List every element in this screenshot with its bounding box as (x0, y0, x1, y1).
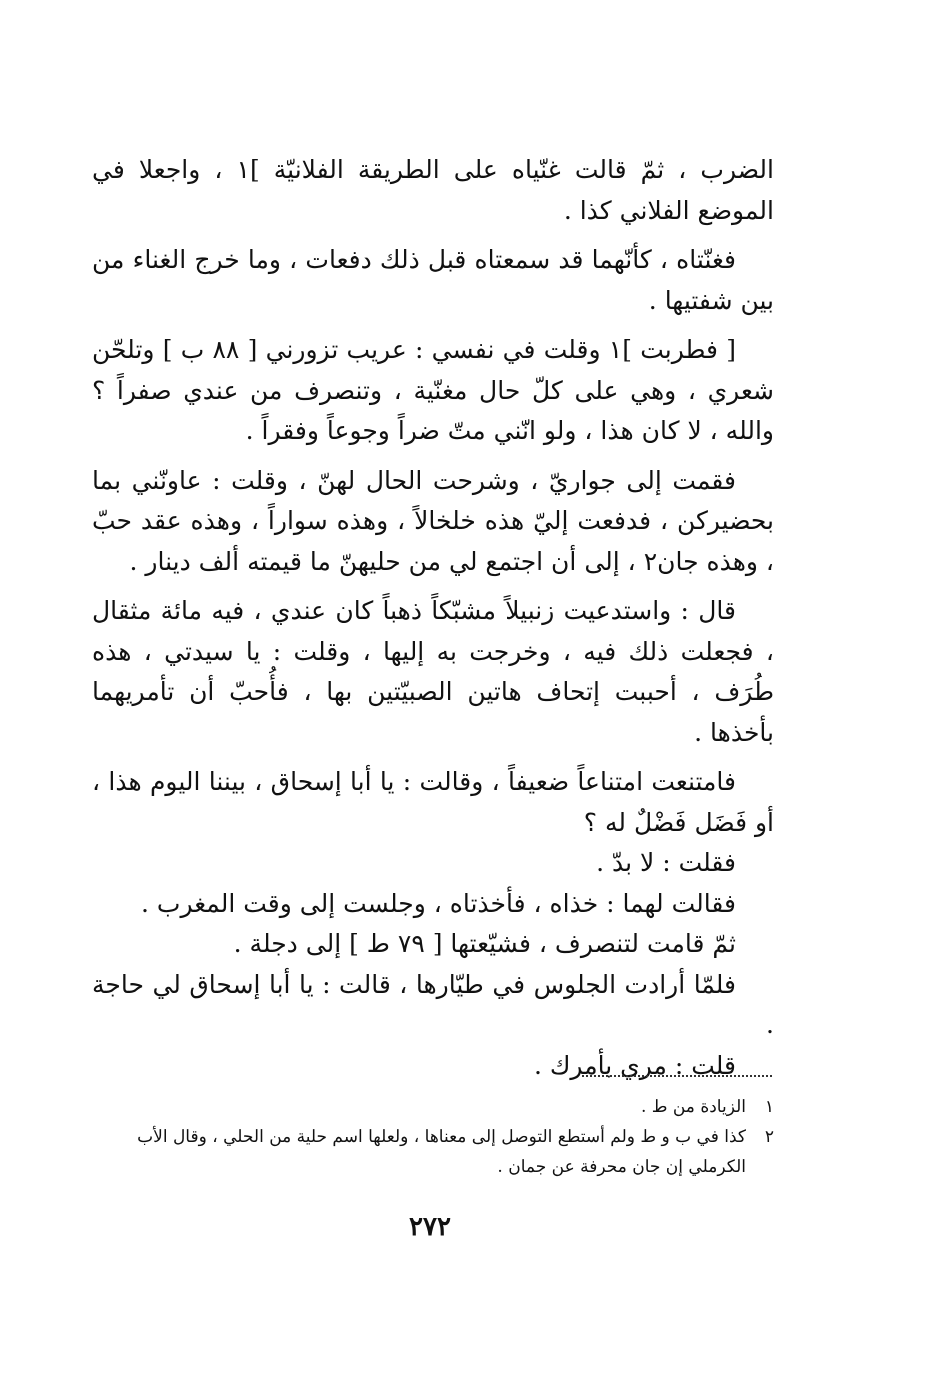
footnote-separator (582, 1075, 772, 1077)
main-text (92, 150, 774, 1086)
paragraph: الضرب ، ثمّ قالت غنّياه على الطريقة الفلانيّة ]١ ، واجعلا في الموضع الفلاني كذا . (92, 155, 774, 225)
footnote-number: ٢ (764, 1127, 774, 1147)
paragraph: ثمّ قامت لتنصرف ، فشيّعتها [ ٧٩ ط ] إلى دجلة . (233, 929, 736, 958)
footnotes (92, 1092, 774, 1182)
footnote-text: كذا في ب و ط ولم أستطع التوصل إلى معناها ، ولعلها اسم حلية من الحلي ، وقال الأب (137, 1127, 746, 1147)
footnote-continuation: الكرملي إن جان محرفة عن جمان . (497, 1157, 746, 1177)
paragraph: فلمّا أرادت الجلوس في طيّارها ، قالت : يا أبا إسحاق لي حاجة . (92, 969, 774, 1039)
footnote (92, 1092, 774, 1122)
paragraph: فقلت : لا بدّ . (596, 848, 736, 877)
footnote-text: الزيادة من ط . (640, 1097, 746, 1117)
paragraph: قال : واستدعيت زنبيلاً مشبّكاً ذهباً كان عندي ، فيه مائة مثقال ، فجعلت ذلك فيه ، وخرجت به إليها ، وقلت : يا سيدتي ، هذه طُرَف ، أحببت إتحاف هاتين الصبيّتين بها ، فأُحبّ أن تأمريهما بأخذها . (92, 596, 774, 747)
paragraph: فغنّتاه ، كأنّهما قد سمعتاه قبل ذلك دفعات ، وما خرج الغناء من بين شفتيها . (92, 245, 774, 315)
footnote (92, 1122, 774, 1152)
footnote-number: ١ (764, 1097, 774, 1117)
paragraph: [ فطربت ]١ وقلت في نفسي : عريب تزورني [ ٨٨ ب ] وتلحّن شعري ، وهي على كلّ حال مغنّية ، وتنصرف من عندي صفراً ؟ والله ، لا كان هذا ، ولو انّني متّ ضراً وجوعاً وفقراً . (92, 335, 774, 445)
paragraph: قلت : مري بأمرك . (533, 1050, 736, 1080)
paragraph: فقمت إلى جواريّ ، وشرحت الحال لهنّ ، وقلت : عاونّني بما بحضيركن ، فدفعت إليّ هذه خلخالاً ، وهذه سواراً ، وهذه عقد حبّ ، وهذه جان٢ ، إلى أن اجتمع لي من حليهنّ ما قيمته ألف دينار . (92, 465, 774, 576)
page-number: ٢٧٢ (409, 1212, 451, 1242)
paragraph: فقالت لهما : خذاه ، فأخذتاه ، وجلست إلى وقت المغرب . (141, 888, 736, 918)
paragraph: فامتنعت امتناعاً ضعيفاً ، وقالت : يا أبا إسحاق ، بيننا اليوم هذا ، أو فَضَل فَضْلٌ له ؟ (92, 767, 774, 837)
